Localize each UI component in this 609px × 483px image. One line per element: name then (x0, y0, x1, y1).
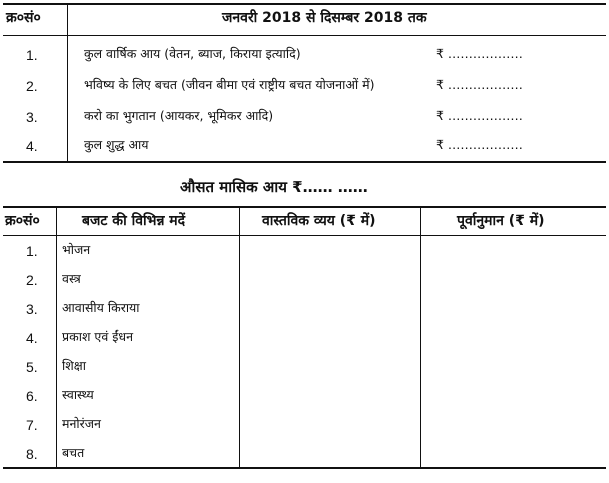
table1-header-divider (3, 35, 606, 36)
table1-row-label: करो का भुगतान (आयकर, भूमिकर आदि) (84, 108, 274, 123)
table2-item-header: बजट की विभिन्न मदें (82, 213, 186, 229)
table2-row-item: आवासीय किराया (62, 300, 140, 315)
table2-actual-header: वास्तविक व्यय (₹ में) (262, 213, 376, 229)
table1-column-divider (67, 3, 68, 163)
table1-row-sr: 2. (26, 78, 38, 94)
table2-row-item: बचत (62, 445, 85, 460)
table1-row-sr: 3. (26, 109, 38, 125)
table1-bottom-border (3, 161, 606, 163)
table2-column-divider (239, 206, 240, 469)
table2-row-sr: 8. (26, 446, 38, 462)
table2-row-item: शिक्षा (62, 358, 86, 373)
table1-row-amount: ₹ ……………… (436, 108, 523, 123)
table2-row-sr: 4. (26, 330, 38, 346)
table1-row-amount: ₹ ……………… (436, 77, 523, 92)
table1-row-label: कुल शुद्ध आय (84, 137, 149, 152)
average-monthly-income: औसत मासिक आय ₹…… …… (180, 178, 368, 196)
table2-row-sr: 1. (26, 243, 38, 259)
table2-row-sr: 2. (26, 272, 38, 288)
table2-row-sr: 6. (26, 388, 38, 404)
table2-column-divider (56, 206, 57, 469)
table1-title: जनवरी 2018 से दिसम्बर 2018 तक (222, 10, 427, 26)
table1-top-border (3, 3, 606, 5)
table1-sr-header: क्र०सं० (6, 10, 41, 26)
table2-sr-header: क्र०सं० (5, 213, 40, 229)
table2-row-sr: 3. (26, 301, 38, 317)
table1-row-label: भविष्य के लिए बचत (जीवन बीमा एवं राष्ट्रीय बचत योजनाओं में) (84, 77, 375, 92)
table1-row-label: कुल वार्षिक आय (वेतन, ब्याज, किराया इत्यादि) (84, 46, 301, 61)
table2-forecast-header: पूर्वानुमान (₹ में) (457, 213, 545, 229)
table2-header-divider (3, 235, 606, 236)
table2-row-item: भोजन (62, 242, 91, 257)
table2-bottom-border (3, 467, 606, 469)
table1-row-amount: ₹ ……………… (436, 46, 523, 61)
table2-row-sr: 7. (26, 417, 38, 433)
table1-row-sr: 1. (26, 47, 38, 63)
table2-column-divider (420, 206, 421, 469)
table2-row-item: वस्त्र (62, 271, 81, 286)
table2-row-sr: 5. (26, 359, 38, 375)
table1-row-amount: ₹ ……………… (436, 137, 523, 152)
table2-row-item: प्रकाश एवं ईंधन (62, 329, 134, 344)
table2-row-item: स्वास्थ्य (62, 387, 94, 402)
table1-row-sr: 4. (26, 138, 38, 154)
table2-row-item: मनोरंजन (62, 416, 101, 431)
table2-top-border (3, 206, 606, 208)
